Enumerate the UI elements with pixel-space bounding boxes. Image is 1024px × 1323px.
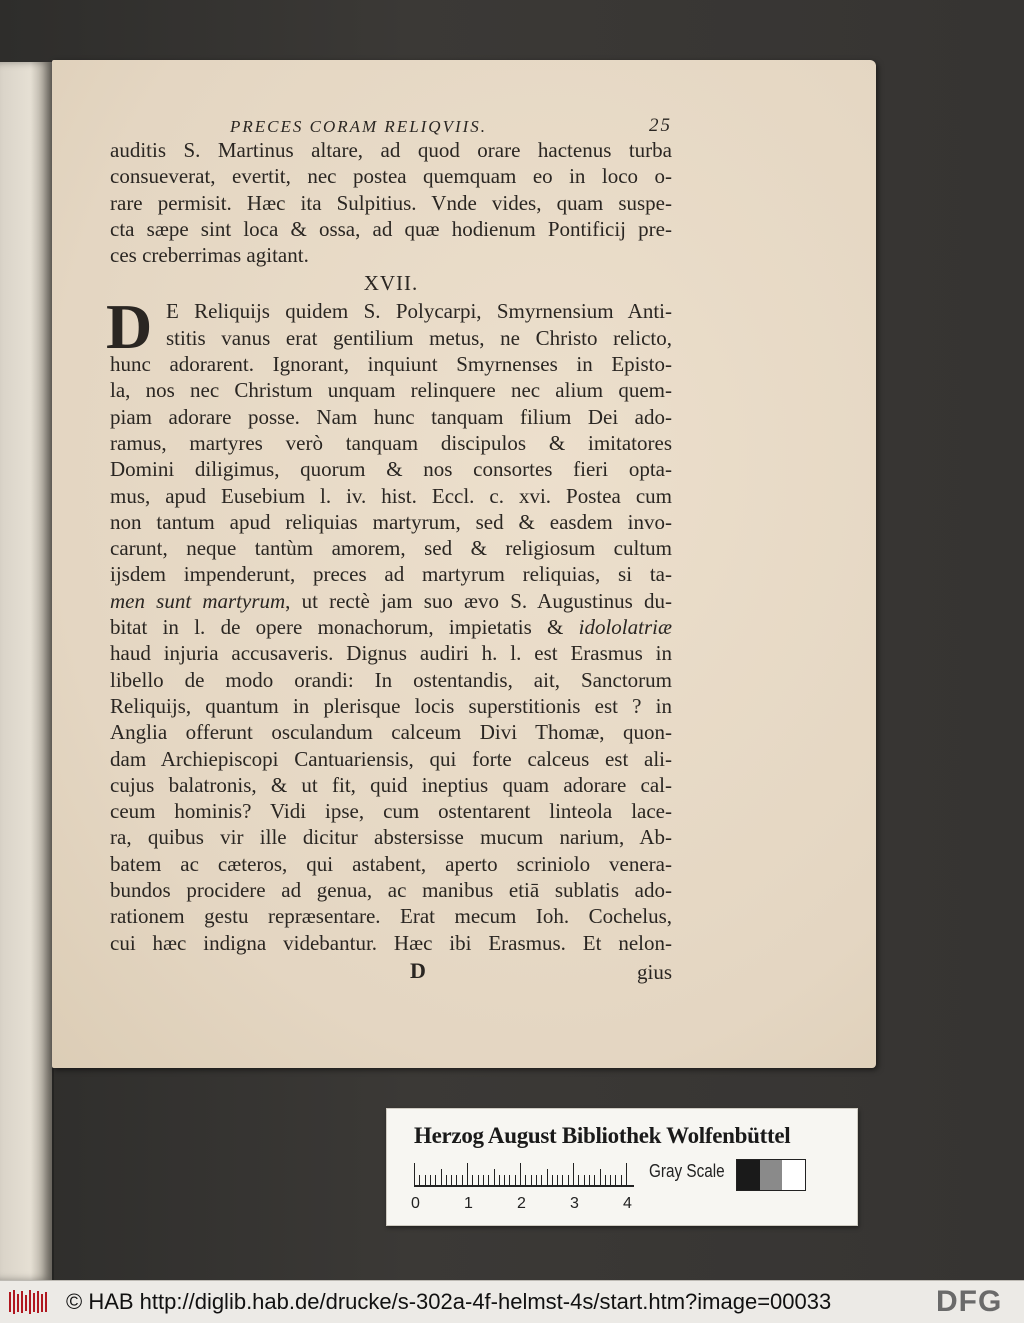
text-line: carunt, neque tantùm amorem, sed & religiosum cultum [110,536,672,561]
viewer-footer [0,1280,1024,1323]
text-line: ijsdem impenderunt, preces ad martyrum reliquias, si ta- [110,562,672,587]
ruler-tick [520,1163,521,1185]
running-head [110,115,672,137]
signature-mark: D [410,957,426,983]
text-line: Anglia offerunt osculandum calceum Divi Thomæ, quon- [110,720,672,745]
text-line: haud injuria accusaveris. Dignus audiri h. l. est Erasmus in [110,641,672,666]
ruler-tick [435,1175,436,1185]
ruler-tick [494,1169,495,1185]
ruler-tick [621,1175,622,1185]
running-head-title: PRECES CORAM RELIQVIIS. [230,117,488,136]
ruler-tick [573,1163,574,1185]
page-footer-line [110,958,672,988]
ruler-tick [515,1175,516,1185]
text-line: non tantum apud reliquias martyrum, sed & easdem invo- [110,509,672,534]
text-line [110,614,672,640]
text-run: , ut rectè jam suo ævo S. Augustinus du- [285,588,672,613]
text-line: hunc adorarent. Ignorant, inquiunt Smyrnenses in Episto- [110,352,672,377]
text-line: Reliquijs, quantum in plerisque locis superstitionis est ? in [110,693,672,718]
text-line: cui hæc indigna videbantur. Hæc ibi Erasmus. Et nelon- [110,930,672,955]
ruler-tick [414,1163,415,1185]
gray-scale-swatch [736,1159,806,1191]
italic-word: idololatriæ [578,615,672,640]
ruler-tick [547,1169,548,1185]
ruler-tick [509,1175,510,1185]
permalink-text[interactable]: © HAB http://diglib.hab.de/drucke/s-302a-4f-helmst-4s/start.htm?image=00033 [66,1289,832,1314]
page-gutter-shadow [30,62,54,1280]
text-line: mus, apud Eusebium l. iv. hist. Eccl. c. xvi. Postea cum [110,483,672,508]
text-line: dam Archiepiscopi Cantuariensis, qui forte calceus est ali- [110,746,672,771]
ruler-number: 0 [411,1195,420,1212]
ruler-tick [562,1175,563,1185]
text-line [110,588,672,614]
ruler-tick [578,1175,579,1185]
text-line: stitis vanus erat gentilium metus, ne Christo relicto, [166,325,672,350]
text-line: auditis S. Martinus altare, ad quod orare hactenus turba [110,138,672,162]
ruler-tick [557,1175,558,1185]
text-line: batem ac cæteros, qui astabent, aperto scriniolo venera- [110,851,672,876]
drop-cap: D [106,291,153,363]
ruler-tick [536,1175,537,1185]
ruler-tick [589,1175,590,1185]
dfg-logo: DFG [936,1285,1003,1318]
ruler-tick [504,1175,505,1185]
text-line: rationem gestu repræsentare. Erat mecum Ioh. Cochelus, [110,904,672,929]
page-number: 25 [649,115,672,136]
page-text-block [106,115,672,988]
ruler-tick [446,1175,447,1185]
book-page [52,60,876,1068]
ruler-tick [552,1175,553,1185]
library-name: Herzog August Bibliothek Wolfenbüttel [414,1123,791,1148]
gray-swatch [760,1160,783,1190]
ruler-tick [483,1175,484,1185]
text-line: piam adorare posse. Nam hunc tanquam filium Dei ado- [110,404,672,429]
ruler-tick [462,1175,463,1185]
scale-ruler [414,1163,634,1187]
text-line: ces creberrimas agitant. [110,243,309,268]
ruler-number: 4 [623,1195,632,1212]
ruler-number: 3 [570,1195,579,1212]
ruler-tick [488,1175,489,1185]
ruler-tick [456,1175,457,1185]
text-line: la, nos nec Christum unquam relinquere nec alium quem- [110,378,672,403]
ruler-tick [472,1175,473,1185]
hab-logo-icon [8,1289,48,1315]
text-line: rare permisit. Hæc ita Sulpitius. Vnde vides, quam suspe- [110,190,672,215]
library-label-card [386,1108,858,1226]
ruler-number: 2 [517,1195,526,1212]
ruler-tick [430,1175,431,1185]
section-number: XVII. [363,271,419,296]
ruler-tick [451,1175,452,1185]
text-line: E Reliquijs quidem S. Polycarpi, Smyrnensium Anti- [166,299,672,324]
ruler-tick [541,1175,542,1185]
ruler-tick [605,1175,606,1185]
text-line: bundos procidere ad genua, ac manibus etiā sublatis ado- [110,878,672,903]
ruler-tick [615,1175,616,1185]
drop-cap-paragraph [106,291,672,363]
text-line: Domini diligimus, quorum & nos consortes fieri opta- [110,457,672,482]
ruler-tick [584,1175,585,1185]
text-line: libello de modo orandi: In ostentandis, ait, Sanctorum [110,667,672,692]
text-line: ramus, martyres verò tanquam discipulos & imitatores [110,430,672,455]
ruler-labels [411,1195,651,1215]
ruler-tick [610,1175,611,1185]
ruler-tick [594,1175,595,1185]
text-line: ceum hominis? Vidi ipse, cum ostentarent linteola lace- [110,799,672,824]
catchword: gius [636,959,672,984]
ruler-tick [441,1169,442,1185]
ruler-tick [425,1175,426,1185]
gray-scale-label: Gray Scale [649,1161,725,1181]
ruler-tick [568,1175,569,1185]
ruler-tick [600,1169,601,1185]
text-line: cta sæpe sint loca & ossa, ad quæ hodienum Pontificij pre- [110,216,672,241]
ruler-tick [419,1175,420,1185]
ruler-tick [626,1163,627,1185]
ruler-tick [467,1163,468,1185]
text-line: consueverat, evertit, nec postea quemquam eo in loco o- [110,164,672,189]
ruler-number: 1 [464,1195,473,1212]
text-line: cujus balatronis, & ut fit, quid ineptius quam adorare cal- [110,772,672,797]
ruler-tick [525,1175,526,1185]
text-line: ra, quibus vir ille dicitur abstersisse mucum narium, Ab- [110,825,672,850]
gray-swatch [737,1160,760,1190]
ruler-tick [531,1175,532,1185]
italic-quote: men sunt martyrum [110,588,286,613]
gray-swatch [782,1160,805,1190]
text-run: bitat in l. de opere monachorum, impietatis & [110,615,579,640]
ruler-tick [478,1175,479,1185]
ruler-tick [499,1175,500,1185]
